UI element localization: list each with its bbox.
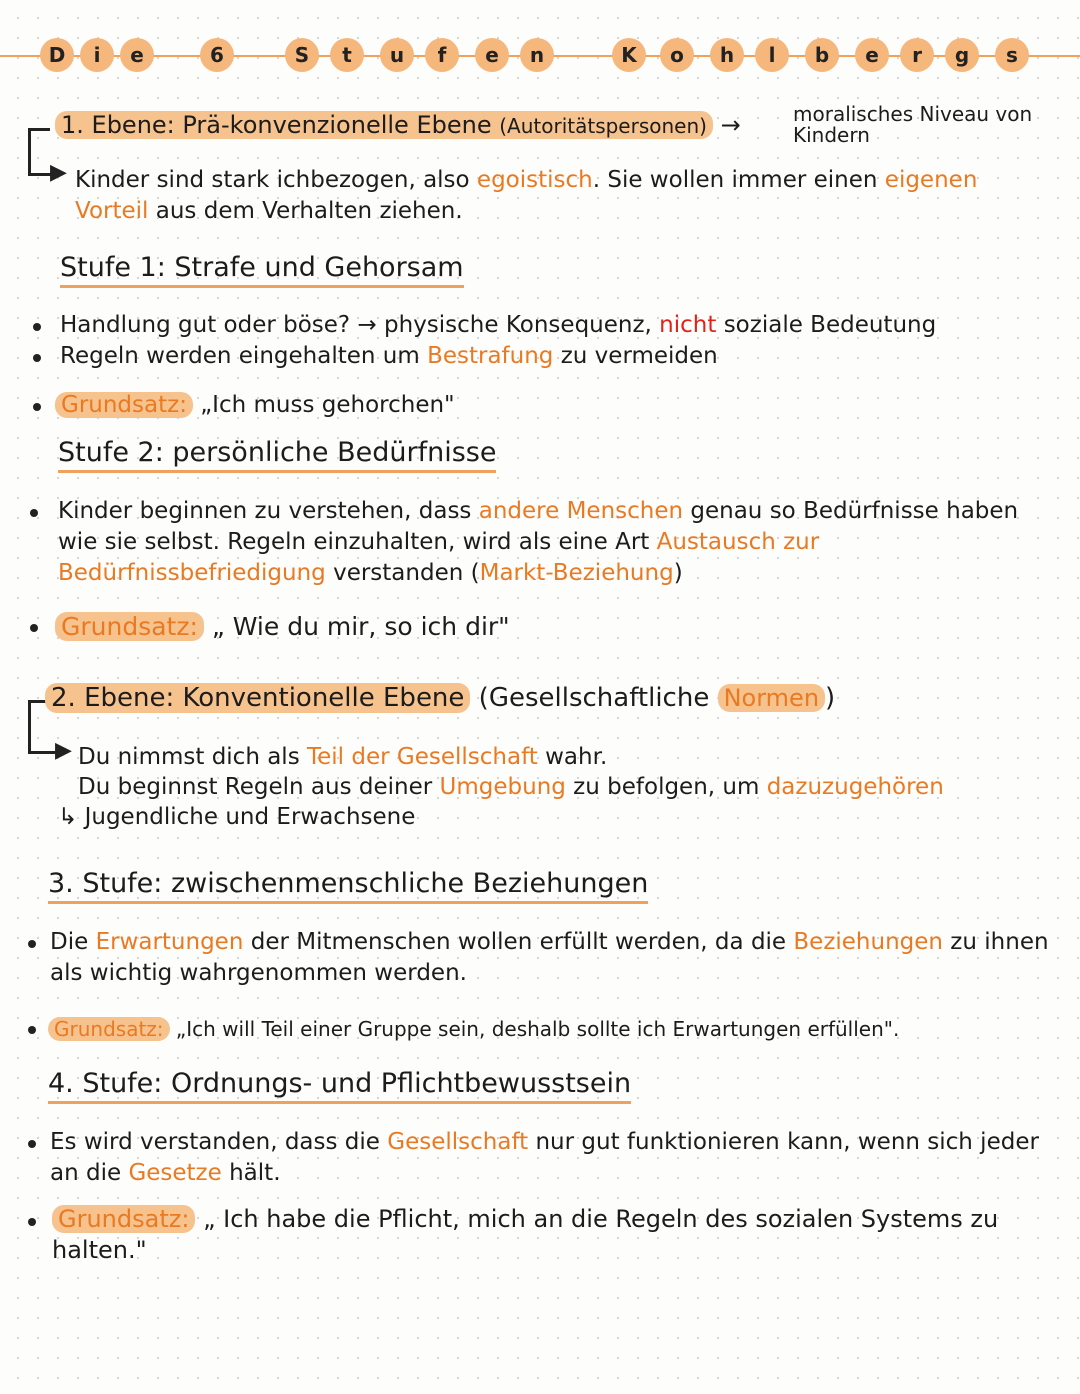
- title-letter: s: [995, 38, 1029, 72]
- title-letter: e: [855, 38, 889, 72]
- bullet-icon: [33, 323, 41, 331]
- stufe1-grundsatz: Grundsatz: „Ich muss gehorchen": [55, 390, 1045, 421]
- stufe4-grundsatz: Grundsatz: „ Ich habe die Pflicht, mich an die Regeln des sozialen Systems zu halten.": [52, 1205, 999, 1264]
- title-letter: n: [520, 38, 554, 72]
- level2-heading: 2. Ebene: Konventionelle Ebene (Gesellschaftliche Normen ): [45, 683, 835, 713]
- bracket-line: [28, 751, 58, 754]
- title-letter: u: [380, 38, 414, 72]
- title-letter: g: [945, 38, 979, 72]
- bracket-line: [28, 128, 31, 176]
- bullet-icon: [28, 940, 36, 948]
- title-letter: K: [612, 38, 646, 72]
- level2-line-1: Du nimmst dich als Teil der Gesellschaft wahr.: [78, 744, 608, 770]
- bullet-icon: [33, 354, 41, 362]
- level1-description: Kinder sind stark ichbezogen, also egoistisch. Sie wollen immer einen eigenen Vorteil aus dem Verhalten ziehen.: [75, 167, 978, 224]
- title-letter: f: [425, 38, 459, 72]
- bracket-line: [28, 700, 31, 754]
- title-letter: S: [285, 38, 319, 72]
- stufe4-bullet-1: Es wird verstanden, dass die Gesellschaft nur gut funktionieren kann, wenn sich jeder an die Gesetze hält.: [50, 1129, 1039, 1186]
- title-letter: D: [40, 38, 74, 72]
- bullet-icon: [28, 1026, 36, 1034]
- bracket-line: [28, 128, 50, 131]
- stufe3-title: 3. Stufe: zwischenmenschliche Beziehungen: [48, 868, 648, 899]
- title-letter: b: [805, 38, 839, 72]
- bullet-icon: [28, 1140, 36, 1148]
- stufe2-grundsatz: Grundsatz: „ Wie du mir, so ich dir": [55, 611, 1045, 642]
- level2-line-2: Du beginnst Regeln aus deiner Umgebung zu befolgen, um dazuzugehören: [78, 774, 944, 800]
- stufe1-bullet-1: Handlung gut oder böse? → physische Konsequenz, nicht soziale Bedeutung: [60, 312, 937, 338]
- level2-title: 2. Ebene: Konventionelle Ebene: [45, 683, 470, 713]
- bullet-icon: [30, 624, 38, 632]
- title-letter: r: [900, 38, 934, 72]
- level2-line-3: ↳ Jugendliche und Erwachsene: [58, 804, 416, 830]
- level1-note: moralisches Niveau von Kindern: [793, 102, 1033, 147]
- arrow-right-icon: →: [720, 111, 741, 139]
- title-letter: h: [710, 38, 744, 72]
- title-letter: e: [475, 38, 509, 72]
- arrow-right-icon: ▶: [50, 160, 67, 185]
- stufe3-bullet-1: Die Erwartungen der Mitmenschen wollen erfüllt werden, da die Beziehungen zu ihnen als wichtig wahrgenommen werden.: [50, 929, 1049, 986]
- stufe2-title: Stufe 2: persönliche Bedürfnisse: [58, 437, 496, 468]
- level1-heading: [55, 110, 741, 141]
- stufe3-grundsatz: Grundsatz: „Ich will Teil einer Gruppe sein, deshalb sollte ich Erwartungen erfüllen".: [48, 1014, 1058, 1045]
- title-letter: t: [330, 38, 364, 72]
- bullet-icon: [28, 1218, 36, 1226]
- stufe4-title: 4. Stufe: Ordnungs- und Pflichtbewusstsein: [48, 1068, 631, 1099]
- title-letter: e: [120, 38, 154, 72]
- stufe2-bullet-1: Kinder beginnen zu verstehen, dass andere Menschen genau so Bedürfnisse haben wie sie selbst. Regeln einzuhalten, wird als eine Art Austausch zur Bedürfnissbefriedigung verstanden (Markt-Beziehung): [58, 498, 1019, 586]
- title-letter: o: [660, 38, 694, 72]
- arrow-right-icon: ▶: [55, 738, 72, 763]
- title-letter: 6: [200, 38, 234, 72]
- title-letter: l: [755, 38, 789, 72]
- bullet-icon: [30, 509, 38, 517]
- return-arrow-icon: ↳: [58, 804, 78, 830]
- title-letter: i: [80, 38, 114, 72]
- stufe1-bullet-2: Regeln werden eingehalten um Bestrafung zu vermeiden: [60, 343, 718, 369]
- stufe1-title: Stufe 1: Strafe und Gehorsam: [60, 252, 464, 283]
- bullet-icon: [33, 403, 41, 411]
- level1-paren: (Autoritätspersonen): [499, 114, 707, 138]
- level1-title: 1. Ebene: Prä-konvenzionelle Ebene: [61, 111, 492, 139]
